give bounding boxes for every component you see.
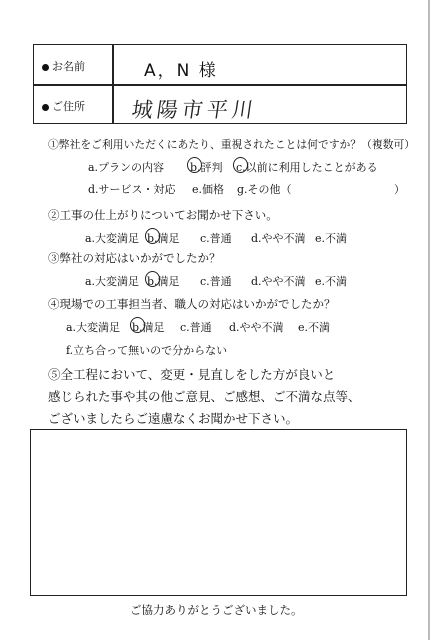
q1-b-selected-mark	[187, 157, 202, 173]
question-5-line-1: ⑤全工程において、変更・見直しをした方が良いと	[48, 367, 336, 382]
bullet-icon	[42, 64, 49, 71]
q4-option-d: d.やや不満	[229, 321, 284, 334]
q4-option-c: c.普通	[180, 321, 212, 334]
q1-option-g-close: ）	[394, 183, 405, 196]
q1-option-c: c.以前に利用したことがある	[236, 161, 378, 174]
q1-option-e: e.価格	[192, 183, 225, 196]
q1-c-selected-mark	[233, 157, 248, 173]
q3-option-c: c.普通	[200, 275, 232, 288]
q2-option-b: b.満足	[147, 232, 180, 245]
q2-option-d: d.やや不満	[251, 232, 306, 245]
question-5-line-2: 感じられた事や其の他ご意見、ご感想、ご不満な点等、	[48, 389, 361, 404]
q2-option-e: e.不満	[315, 232, 348, 245]
q4-option-e: e.不満	[298, 321, 331, 334]
q4-option-a: a.大変満足	[66, 321, 121, 334]
q1-option-g: g.その他（	[237, 183, 292, 196]
question-2: ②工事の仕上がりについてお聞かせ下さい。	[48, 208, 278, 222]
q3-b-selected-mark	[145, 271, 160, 287]
bullet-icon	[42, 104, 49, 111]
scan-edge-mark	[428, 0, 430, 640]
q3-option-a: a.大変満足	[85, 275, 140, 288]
header-column-divider	[112, 44, 114, 124]
address-value: 城陽市平川	[130, 98, 259, 122]
header-divider	[33, 84, 406, 86]
address-label	[42, 98, 85, 114]
q1-option-b: b.評判	[190, 161, 223, 174]
address-label-text: ご住所	[52, 100, 85, 113]
question-1: ①弊社をご利用いただくにあたり、重視されたことは何ですか？（複数可）	[48, 138, 416, 151]
q2-option-c: c.普通	[200, 232, 232, 245]
name-label-text: お名前	[52, 60, 85, 73]
q4-option-f: f.立ち合って無いので分からない	[66, 344, 228, 357]
question-5-line-3: ございましたらご遠慮なくお聞かせ下さい。	[48, 411, 299, 426]
q1-option-a: a.プランの内容	[88, 161, 165, 174]
q4-b-selected-mark	[130, 317, 145, 333]
q4-option-b: b.満足	[132, 321, 165, 334]
q2-b-selected-mark	[145, 228, 160, 244]
name-value: A，N 様	[144, 61, 218, 81]
q3-option-d: d.やや不満	[251, 275, 306, 288]
thanks-message: ご協力ありがとうございました。	[130, 603, 303, 617]
comment-box	[30, 429, 407, 596]
q1-option-d: d.サービス・対応	[88, 183, 176, 196]
q3-option-e: e.不満	[315, 275, 348, 288]
q3-option-b: b.満足	[147, 275, 180, 288]
name-label	[42, 58, 85, 74]
q2-option-a: a.大変満足	[85, 232, 140, 245]
question-3: ③弊社の対応はいかがでしたか？	[48, 251, 221, 265]
question-4: ④現場での工事担当者、職人の対応はいかがでしたか？	[48, 297, 336, 311]
